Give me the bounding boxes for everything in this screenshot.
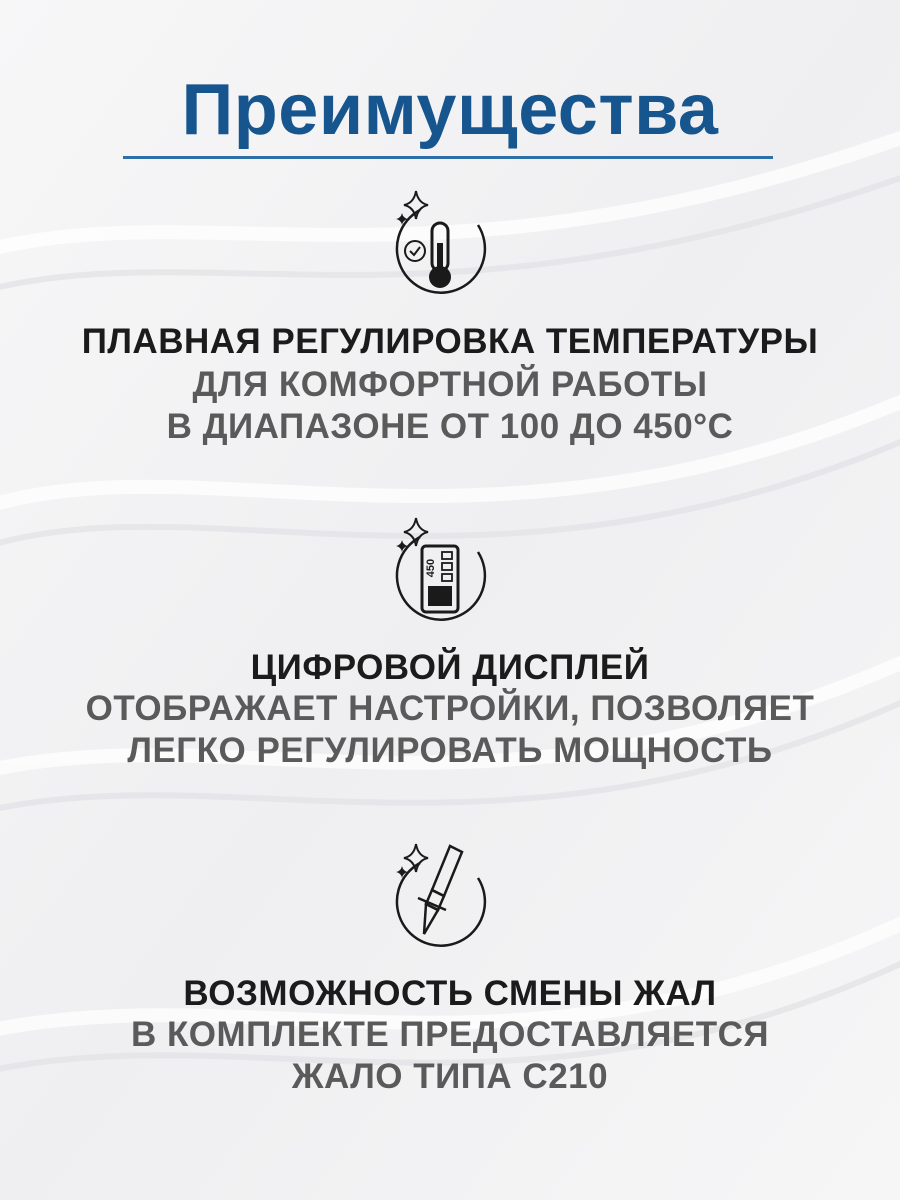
feature-desc-line: ДЛЯ КОМФОРТНОЙ РАБОТЫ — [192, 365, 708, 404]
page-title: Преимущества — [181, 70, 719, 150]
feature-desc-line: ОТОБРАЖАЕТ НАСТРОЙКИ, ПОЗВОЛЯЕТ — [85, 689, 815, 728]
feature-desc-line: ЖАЛО ТИПА С210 — [291, 1057, 609, 1096]
display-value: 450 — [425, 558, 437, 578]
feature-desc-line: ЛЕГКО РЕГУЛИРОВАТЬ МОЩНОСТЬ — [127, 731, 773, 770]
feature-heading-temperature: ПЛАВНАЯ РЕГУЛИРОВКА ТЕМПЕРАТУРЫ — [81, 322, 819, 361]
digital-display-icon — [380, 512, 500, 632]
feature-desc-line: В ДИАПАЗОНЕ ОТ 100 ДО 450°С — [166, 407, 734, 446]
feature-heading-display: ЦИФРОВОЙ ДИСПЛЕЙ — [250, 648, 650, 687]
soldering-tip-icon — [380, 838, 500, 958]
feature-desc-line: В КОМПЛЕКТЕ ПРЕДОСТАВЛЯЕТСЯ — [130, 1015, 770, 1054]
title-underline — [123, 156, 773, 159]
thermometer-check-icon — [380, 185, 500, 305]
feature-heading-tips: ВОЗМОЖНОСТЬ СМЕНЫ ЖАЛ — [183, 974, 717, 1013]
